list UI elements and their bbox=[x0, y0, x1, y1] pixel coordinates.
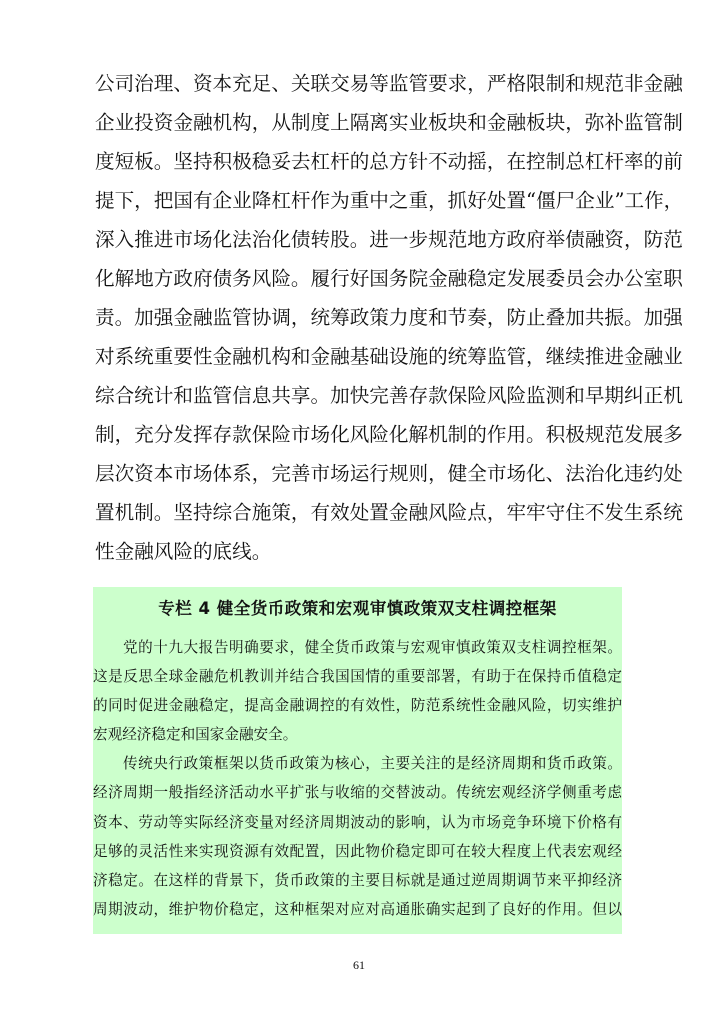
box-line: 党的十九大报告明确要求，健全货币政策与宏观审慎政策双支柱调控框架。 bbox=[123, 639, 622, 656]
box-line: 周期波动，维护物价稳定，这种框架对应对高通胀确实起到了良好的作用。但以 bbox=[93, 900, 622, 918]
body-line: 综合统计和监管信息共享。加快完善存款保险风险监测和早期纠正机 bbox=[95, 384, 683, 407]
box-line: 宏观经济稳定和国家金融安全。 bbox=[93, 726, 298, 744]
body-line: 层次资本市场体系，完善市场运行规则，健全市场化、法治化违约处 bbox=[95, 462, 683, 485]
box-line: 足够的灵活性来实现资源有效配置，因此物价稳定即可在较大程度上代表宏观经 bbox=[93, 842, 622, 860]
box-body bbox=[93, 633, 622, 924]
body-line: 责。加强金融监管协调，统筹政策力度和节奏，防止叠加共振。加强 bbox=[95, 306, 683, 329]
box-line: 的同时促进金融稳定，提高金融调控的有效性，防范系统性金融风险，切实维护 bbox=[93, 697, 622, 715]
body-line: 性金融风险的底线。 bbox=[95, 540, 272, 563]
body-line: 深入推进市场化法治化债转股。进一步规范地方政府举债融资，防范 bbox=[95, 228, 683, 251]
body-line: 提下，把国有企业降杠杆作为重中之重，抓好处置“僵尸企业”工作， bbox=[95, 189, 684, 212]
body-line: 对系统重要性金融机构和金融基础设施的统筹监管，继续推进金融业 bbox=[95, 345, 683, 368]
box-line: 资本、劳动等实际经济变量对经济周期波动的影响，认为市场竞争环境下价格有 bbox=[93, 813, 622, 831]
body-line: 制，充分发挥存款保险市场化风险化解机制的作用。积极规范发展多 bbox=[95, 423, 683, 446]
body-line: 化解地方政府债务风险。履行好国务院金融稳定发展委员会办公室职 bbox=[95, 267, 683, 290]
box-line: 传统央行政策框架以货币政策为核心，主要关注的是经济周期和货币政策。 bbox=[123, 755, 622, 773]
body-text bbox=[95, 64, 684, 571]
page-number: 61 bbox=[353, 958, 365, 972]
body-line: 置机制。坚持综合施策，有效处置金融风险点，牢牢守住不发生系统 bbox=[95, 501, 683, 524]
body-line: 企业投资金融机构，从制度上隔离实业板块和金融板块，弥补监管制 bbox=[95, 111, 683, 134]
box-title: 专栏 4 健全货币政策和宏观审慎政策双支柱调控框架 bbox=[158, 599, 557, 618]
box-line: 济稳定。在这样的背景下，货币政策的主要目标就是通过逆周期调节来平抑经济 bbox=[93, 871, 622, 889]
box-line: 经济周期一般指经济活动水平扩张与收缩的交替波动。传统宏观经济学侧重考虑 bbox=[93, 784, 622, 802]
body-line: 度短板。坚持积极稳妥去杠杆的总方针不动摇，在控制总杠杆率的前 bbox=[95, 150, 683, 173]
box-line: 这是反思全球金融危机教训并结合我国国情的重要部署，有助于在保持币值稳定 bbox=[93, 668, 622, 686]
sidebar-box bbox=[93, 587, 622, 934]
body-line: 公司治理、资本充足、关联交易等监管要求，严格限制和规范非金融 bbox=[95, 72, 683, 95]
